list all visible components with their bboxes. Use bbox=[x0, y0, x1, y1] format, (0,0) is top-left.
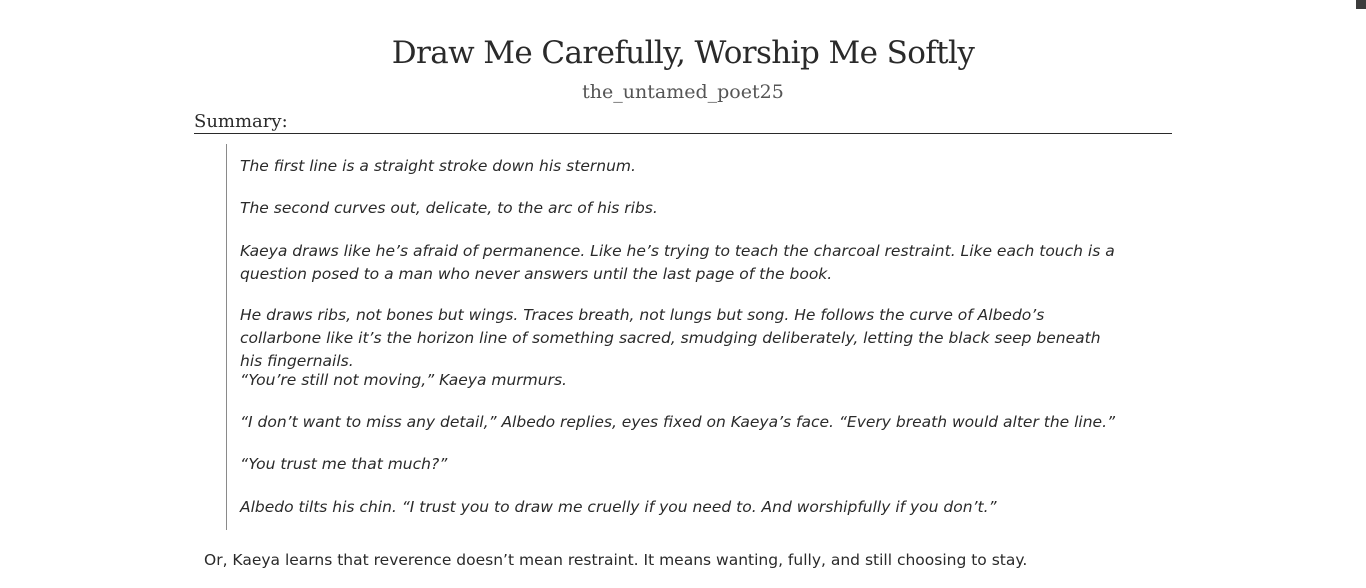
summary-paragraph: “I don’t want to miss any detail,” Albedo replies, eyes fixed on Kaeya’s face. “Every breath would alter the line.” bbox=[240, 413, 1116, 431]
summary-heading: Summary: bbox=[194, 110, 1172, 134]
scrollbar-thumb[interactable] bbox=[1356, 0, 1366, 9]
author-link[interactable]: the_untamed_poet25 bbox=[582, 81, 784, 103]
summary-paragraph: “You trust me that much?” bbox=[240, 455, 448, 473]
work-title: Draw Me Carefully, Worship Me Softly bbox=[391, 35, 975, 71]
summary-paragraph: The first line is a straight stroke down his sternum. bbox=[240, 157, 636, 175]
summary-paragraph: Albedo tilts his chin. “I trust you to draw me cruelly if you need to. And worshipfully if you don’t.” bbox=[240, 498, 997, 516]
summary-paragraph: He draws ribs, not bones but wings. Traces breath, not lungs but song. He follows the curve of Albedo’s collarbone like it’s the horizon line of something sacred, smudging deliberately, letting the black seep beneath his fingernails. bbox=[240, 306, 1101, 370]
summary-paragraph: “You’re still not moving,” Kaeya murmurs. bbox=[240, 371, 567, 389]
summary-paragraph: Kaeya draws like he’s afraid of permanence. Like he’s trying to teach the charcoal restraint. Like each touch is a question posed to a man who never answers until the last page of the book. bbox=[240, 242, 1115, 283]
summary-blockquote bbox=[226, 144, 1132, 530]
summary-paragraph: The second curves out, delicate, to the arc of his ribs. bbox=[240, 199, 658, 217]
summary-tagline: Or, Kaeya learns that reverence doesn’t mean restraint. It means wanting, fully, and still choosing to stay. bbox=[204, 551, 1028, 569]
